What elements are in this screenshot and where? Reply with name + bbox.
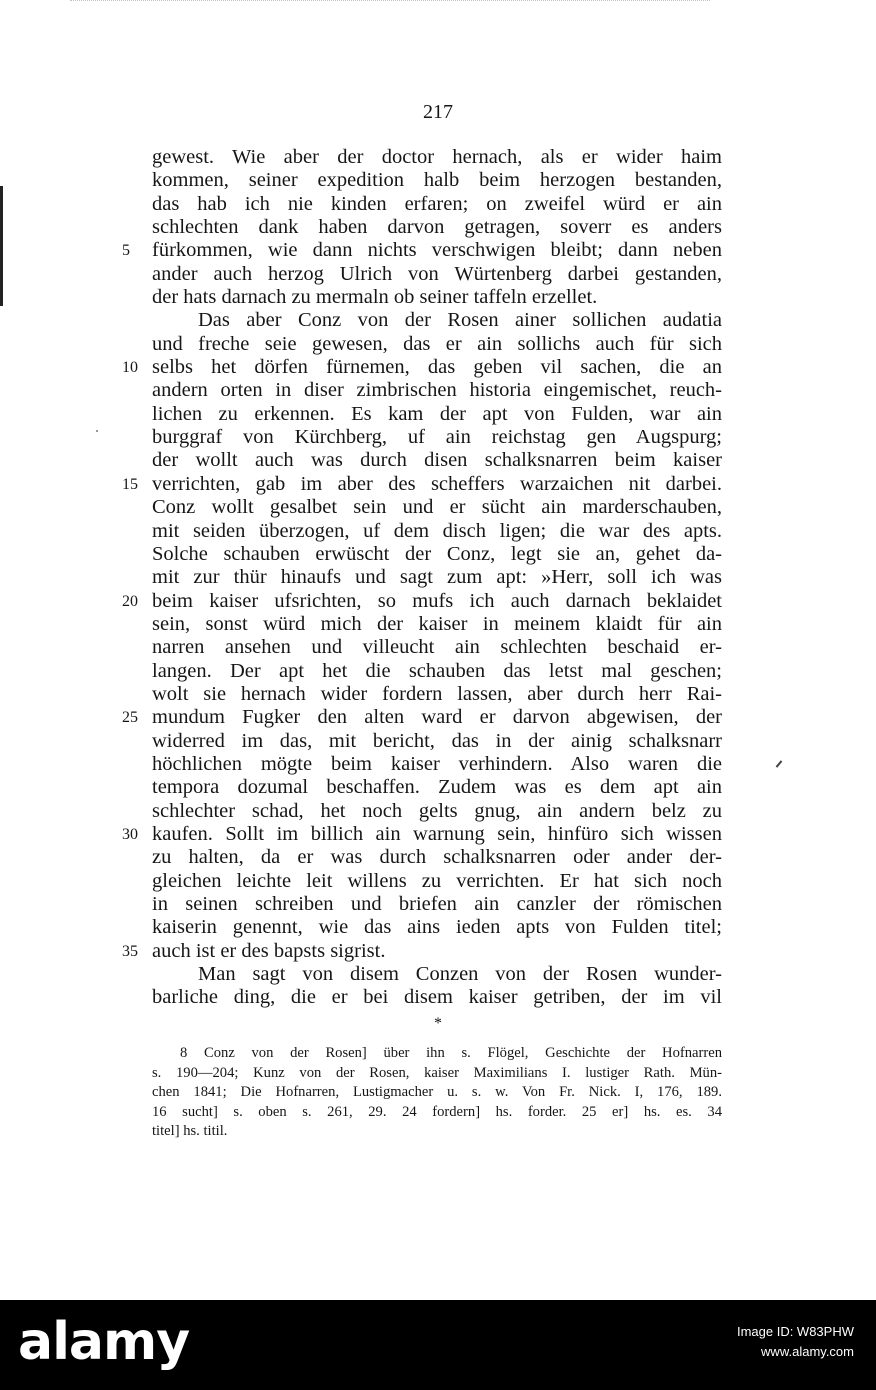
line-number: 30 [122, 825, 138, 843]
text-line [122, 239, 722, 262]
line-text: lichen zu erkennen. Es kam der apt von Fulden, war ain [152, 402, 722, 425]
text-line [152, 963, 722, 986]
text-line [122, 822, 722, 846]
line-number: 5 [122, 242, 130, 260]
line-text: mit seiden überzogen, uf dem disch ligen; die war des apts. [152, 519, 722, 542]
line-text: höchlichen mögte beim kaiser verhindern. Also waren die [152, 752, 722, 775]
text-line [152, 776, 722, 799]
text-line [152, 286, 722, 309]
line-text: ander auch herzog Ulrich von Würtenberg darbei gestanden, [152, 262, 722, 285]
text-line [152, 730, 722, 753]
line-text: gewest. Wie aber der doctor hernach, als er wider haim [152, 146, 722, 168]
line-text: beim kaiser ufsrichten, so mufs ich auch darnach beklaidet [152, 589, 722, 612]
scan-edge-marks [70, 0, 710, 7]
line-text: burggraf von Kürchberg, uf ain reichstag gen Augspurg; [152, 426, 722, 449]
line-text: fürkommen, wie dann nichts verschwigen bleibt; dann neben [152, 239, 722, 262]
text-line [152, 333, 722, 356]
line-text: der hats darnach zu mermaln ob seiner taffeln erzellet. [152, 286, 598, 309]
line-text: verrichten, gab im aber des scheffers warzaichen nit darbei. [152, 472, 722, 495]
watermark-info [737, 1322, 854, 1362]
footnote-line: 16 sucht] s. oben s. 261, 29. 24 fordern] hs. forder. 25 er] hs. es. 34 [152, 1103, 722, 1120]
line-number: 25 [122, 709, 138, 727]
text-line [122, 356, 722, 379]
line-text: sein, sonst würd mich der kaiser in meinem klaidt für ain [152, 612, 722, 635]
line-number: 20 [122, 592, 138, 610]
text-line [152, 870, 722, 893]
line-text: mit zur thür hinaufs und sagt zum apt: »Herr, soll ich was [152, 566, 722, 589]
line-text: Solche schauben erwüscht der Conz, legt sie an, gehet da- [152, 542, 722, 565]
line-text: gleichen leichte leit willens zu verrichten. Er hat sich noch [152, 869, 722, 892]
text-line [152, 613, 722, 636]
scan-edge-bar [0, 186, 3, 306]
text-line [152, 846, 722, 869]
line-text: schlechten dank haben darvon getragen, soverr es anders [152, 216, 722, 239]
line-text: der wollt auch was durch disen schalksnarren beim kaiser [152, 449, 722, 472]
stray-mark [776, 760, 783, 767]
text-line [152, 893, 722, 916]
line-number: 15 [122, 475, 138, 493]
text-line [152, 683, 722, 706]
text-line [152, 379, 722, 402]
line-number: 35 [122, 942, 138, 960]
main-text-block [122, 146, 722, 1010]
line-text: narren ansehen und villeucht ain schlechten beschaid er- [152, 636, 722, 659]
footnotes-block [152, 1044, 722, 1142]
line-text: mundum Fugker den alten ward er darvon abgewisen, der [152, 706, 722, 729]
text-line [152, 753, 722, 776]
line-text: kommen, seiner expedition halb beim herzogen bestanden, [152, 169, 722, 192]
text-line [152, 543, 722, 566]
text-line [152, 193, 722, 216]
line-text: zu halten, da er was durch schalksnarren oder ander der- [152, 846, 722, 869]
text-line [152, 403, 722, 426]
line-text: das hab ich nie kinden erfaren; on zweifel würd er ain [152, 192, 722, 215]
text-line [152, 426, 722, 449]
footnote-line: titel] hs. titil. [152, 1123, 228, 1140]
stray-dot [96, 430, 98, 432]
watermark-logo: alamy [18, 1312, 190, 1372]
line-number: 10 [122, 359, 138, 377]
line-text: wolt sie hernach wider fordern lassen, aber durch herr Rai- [152, 682, 722, 705]
footnote-line: chen 1841; Die Hofnarren, Lustigmacher u. s. w. Von Fr. Nick. I, 176, 189. [152, 1084, 722, 1101]
text-line [152, 449, 722, 472]
text-line [122, 706, 722, 729]
page-number: 217 [423, 101, 453, 123]
line-text: langen. Der apt het die schauben das letst mal geschen; [152, 659, 722, 682]
line-text: Man sagt von disem Conzen von der Rosen wunder- [198, 963, 722, 986]
text-line [152, 216, 722, 239]
line-text: Conz wollt gesalbet sein und er sücht ain marderschauben, [152, 496, 722, 519]
site-url: www.alamy.com [761, 1344, 854, 1359]
text-line [152, 660, 722, 683]
image-id-label: Image ID: W83PHW [736, 1324, 854, 1339]
watermark-bar [0, 1300, 876, 1390]
line-text: auch ist er des bapsts sigrist. [152, 939, 386, 962]
line-text: selbs het dörfen fürnemen, das geben vil sachen, die an [152, 356, 722, 379]
line-text: kaufen. Sollt im billich ain warnung sein, hinfüro sich wissen [152, 822, 722, 845]
text-line [152, 986, 722, 1009]
line-text: in seinen schreiben und briefen ain canzler der römischen [152, 893, 722, 915]
line-text: barliche ding, die er bei disem kaiser getriben, der im vil [152, 986, 722, 1009]
line-text: schlechter schad, het noch gelts gnug, ain andern belz zu [152, 799, 722, 822]
text-line [152, 169, 722, 192]
text-line [152, 263, 722, 286]
text-line [122, 472, 722, 496]
text-line [152, 800, 722, 823]
text-line [152, 566, 722, 589]
footnote-line: 8 Conz von der Rosen] über ihn s. Flögel, Geschichte der Hofnarren [180, 1045, 722, 1061]
text-line [122, 589, 722, 613]
text-line [152, 916, 722, 939]
footnote-asterisk: * [434, 1015, 442, 1032]
text-line [152, 496, 722, 519]
line-text: tempora dozumal beschaffen. Zudem was es dem apt ain [152, 776, 722, 799]
line-text: andern orten in diser zimbrischen historia eingemischet, reuch- [152, 379, 722, 402]
line-text: und freche seie gewesen, das er ain sollichs auch für sich [152, 332, 722, 355]
line-text: kaiserin genennt, wie das ains ieden apts von Fulden titel; [152, 916, 722, 939]
text-line [122, 939, 722, 963]
text-line [152, 146, 722, 169]
line-text: widerred im das, mit bericht, das in der ainig schalksnarr [152, 729, 722, 752]
text-line [152, 309, 722, 332]
line-text: Das aber Conz von der Rosen ainer sollichen audatia [198, 309, 722, 332]
text-line [152, 520, 722, 543]
footnote-line: s. 190—204; Kunz von der Rosen, kaiser Maximilians I. lustiger Rath. Mün- [152, 1064, 722, 1081]
text-line [152, 636, 722, 659]
